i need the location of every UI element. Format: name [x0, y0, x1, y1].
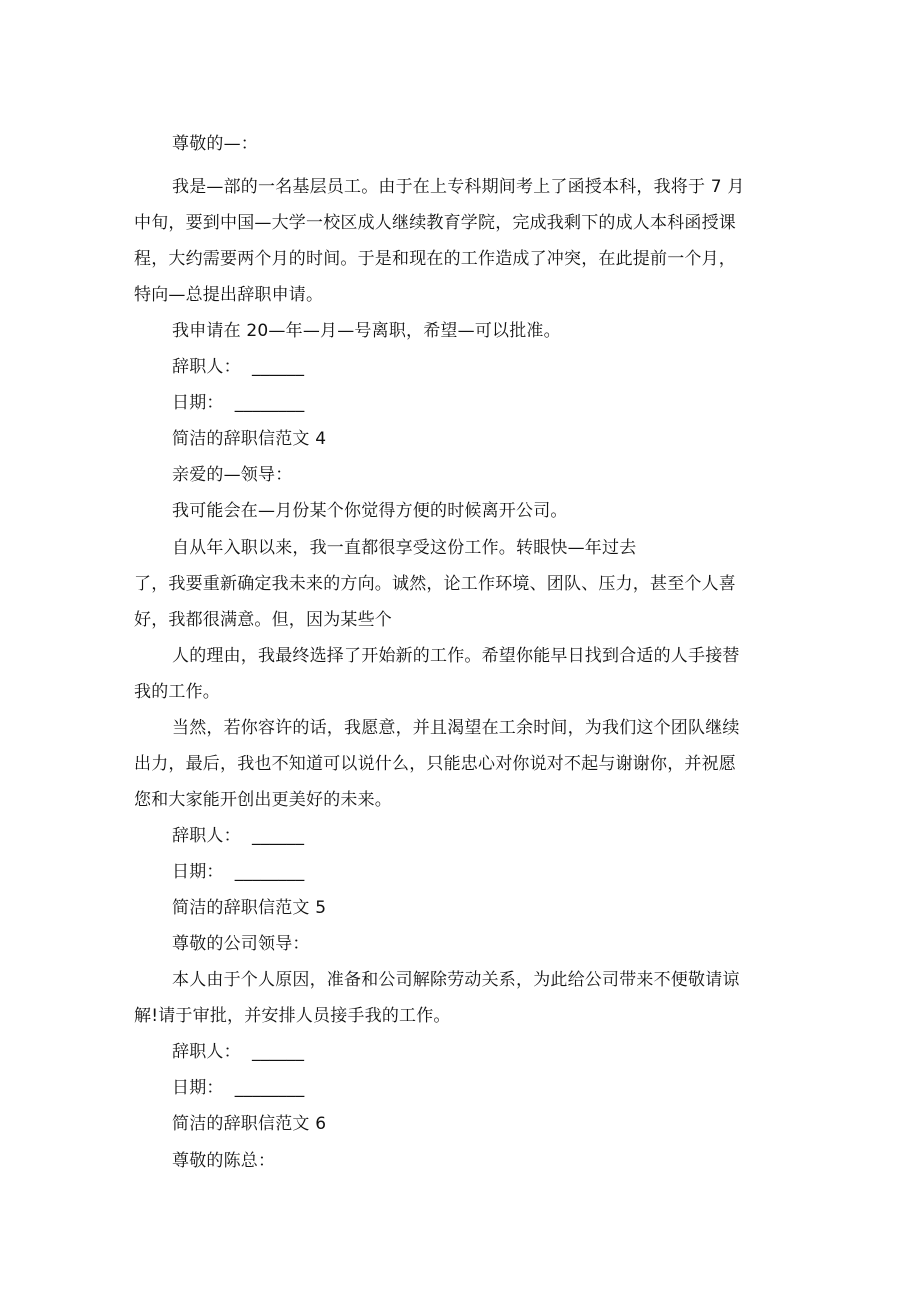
salutation: 尊敬的—：	[172, 134, 258, 154]
paragraph-line: 了，我要重新确定我未来的方向。诚然，论工作环境、团队、压力，甚至个人喜	[134, 574, 736, 594]
section-heading: 简洁的辞职信范文 5	[172, 898, 327, 918]
paragraph-line: 我可能会在—月份某个你觉得方便的时候离开公司。	[172, 501, 568, 521]
paragraph-line: 出力，最后，我也不知道可以说什么，只能忠心对你说对不起与谢谢你，并祝愿	[134, 754, 736, 774]
paragraph-line: 好，我都很满意。但，因为某些个	[134, 610, 392, 630]
section-heading: 简洁的辞职信范文 4	[172, 429, 327, 449]
paragraph-line: 您和大家能开创出更美好的未来。	[134, 790, 392, 810]
paragraph-line: 本人由于个人原因，准备和公司解除劳动关系，为此给公司带来不便敬请谅	[172, 970, 740, 990]
paragraph-line: 特向—总提出辞职申请。	[134, 285, 324, 305]
date-line: 日期： ________	[172, 1078, 305, 1098]
paragraph-line: 解!请于审批，并安排人员接手我的工作。	[134, 1006, 451, 1026]
signature-line: 辞职人： ______	[172, 357, 305, 377]
salutation: 亲爱的—领导：	[172, 465, 293, 485]
paragraph-line: 我的工作。	[134, 682, 220, 702]
salutation: 尊敬的陈总：	[172, 1151, 276, 1171]
paragraph-line: 人的理由，我最终选择了开始新的工作。希望你能早日找到合适的人手接替	[172, 646, 740, 666]
paragraph-line: 中旬，要到中国—大学一校区成人继续教育学院，完成我剩下的成人本科函授课	[134, 213, 736, 233]
signature-line: 辞职人： ______	[172, 826, 305, 846]
salutation: 尊敬的公司领导：	[172, 934, 310, 954]
paragraph-line: 自从年入职以来，我一直都很享受这份工作。转眼快—年过去	[172, 538, 637, 558]
signature-line: 辞职人： ______	[172, 1042, 305, 1062]
paragraph-line: 我申请在 20—年—月—号离职，希望—可以批准。	[172, 321, 561, 341]
paragraph-line: 我是—部的一名基层员工。由于在上专科期间考上了函授本科，我将于 7 月	[172, 177, 745, 197]
paragraph-line: 当然，若你容许的话，我愿意，并且渴望在工余时间，为我们这个团队继续	[172, 718, 740, 738]
paragraph-line: 程，大约需要两个月的时间。于是和现在的工作造成了冲突，在此提前一个月，	[134, 249, 736, 269]
date-line: 日期： ________	[172, 862, 305, 882]
date-line: 日期： ________	[172, 393, 305, 413]
section-heading: 简洁的辞职信范文 6	[172, 1114, 327, 1134]
